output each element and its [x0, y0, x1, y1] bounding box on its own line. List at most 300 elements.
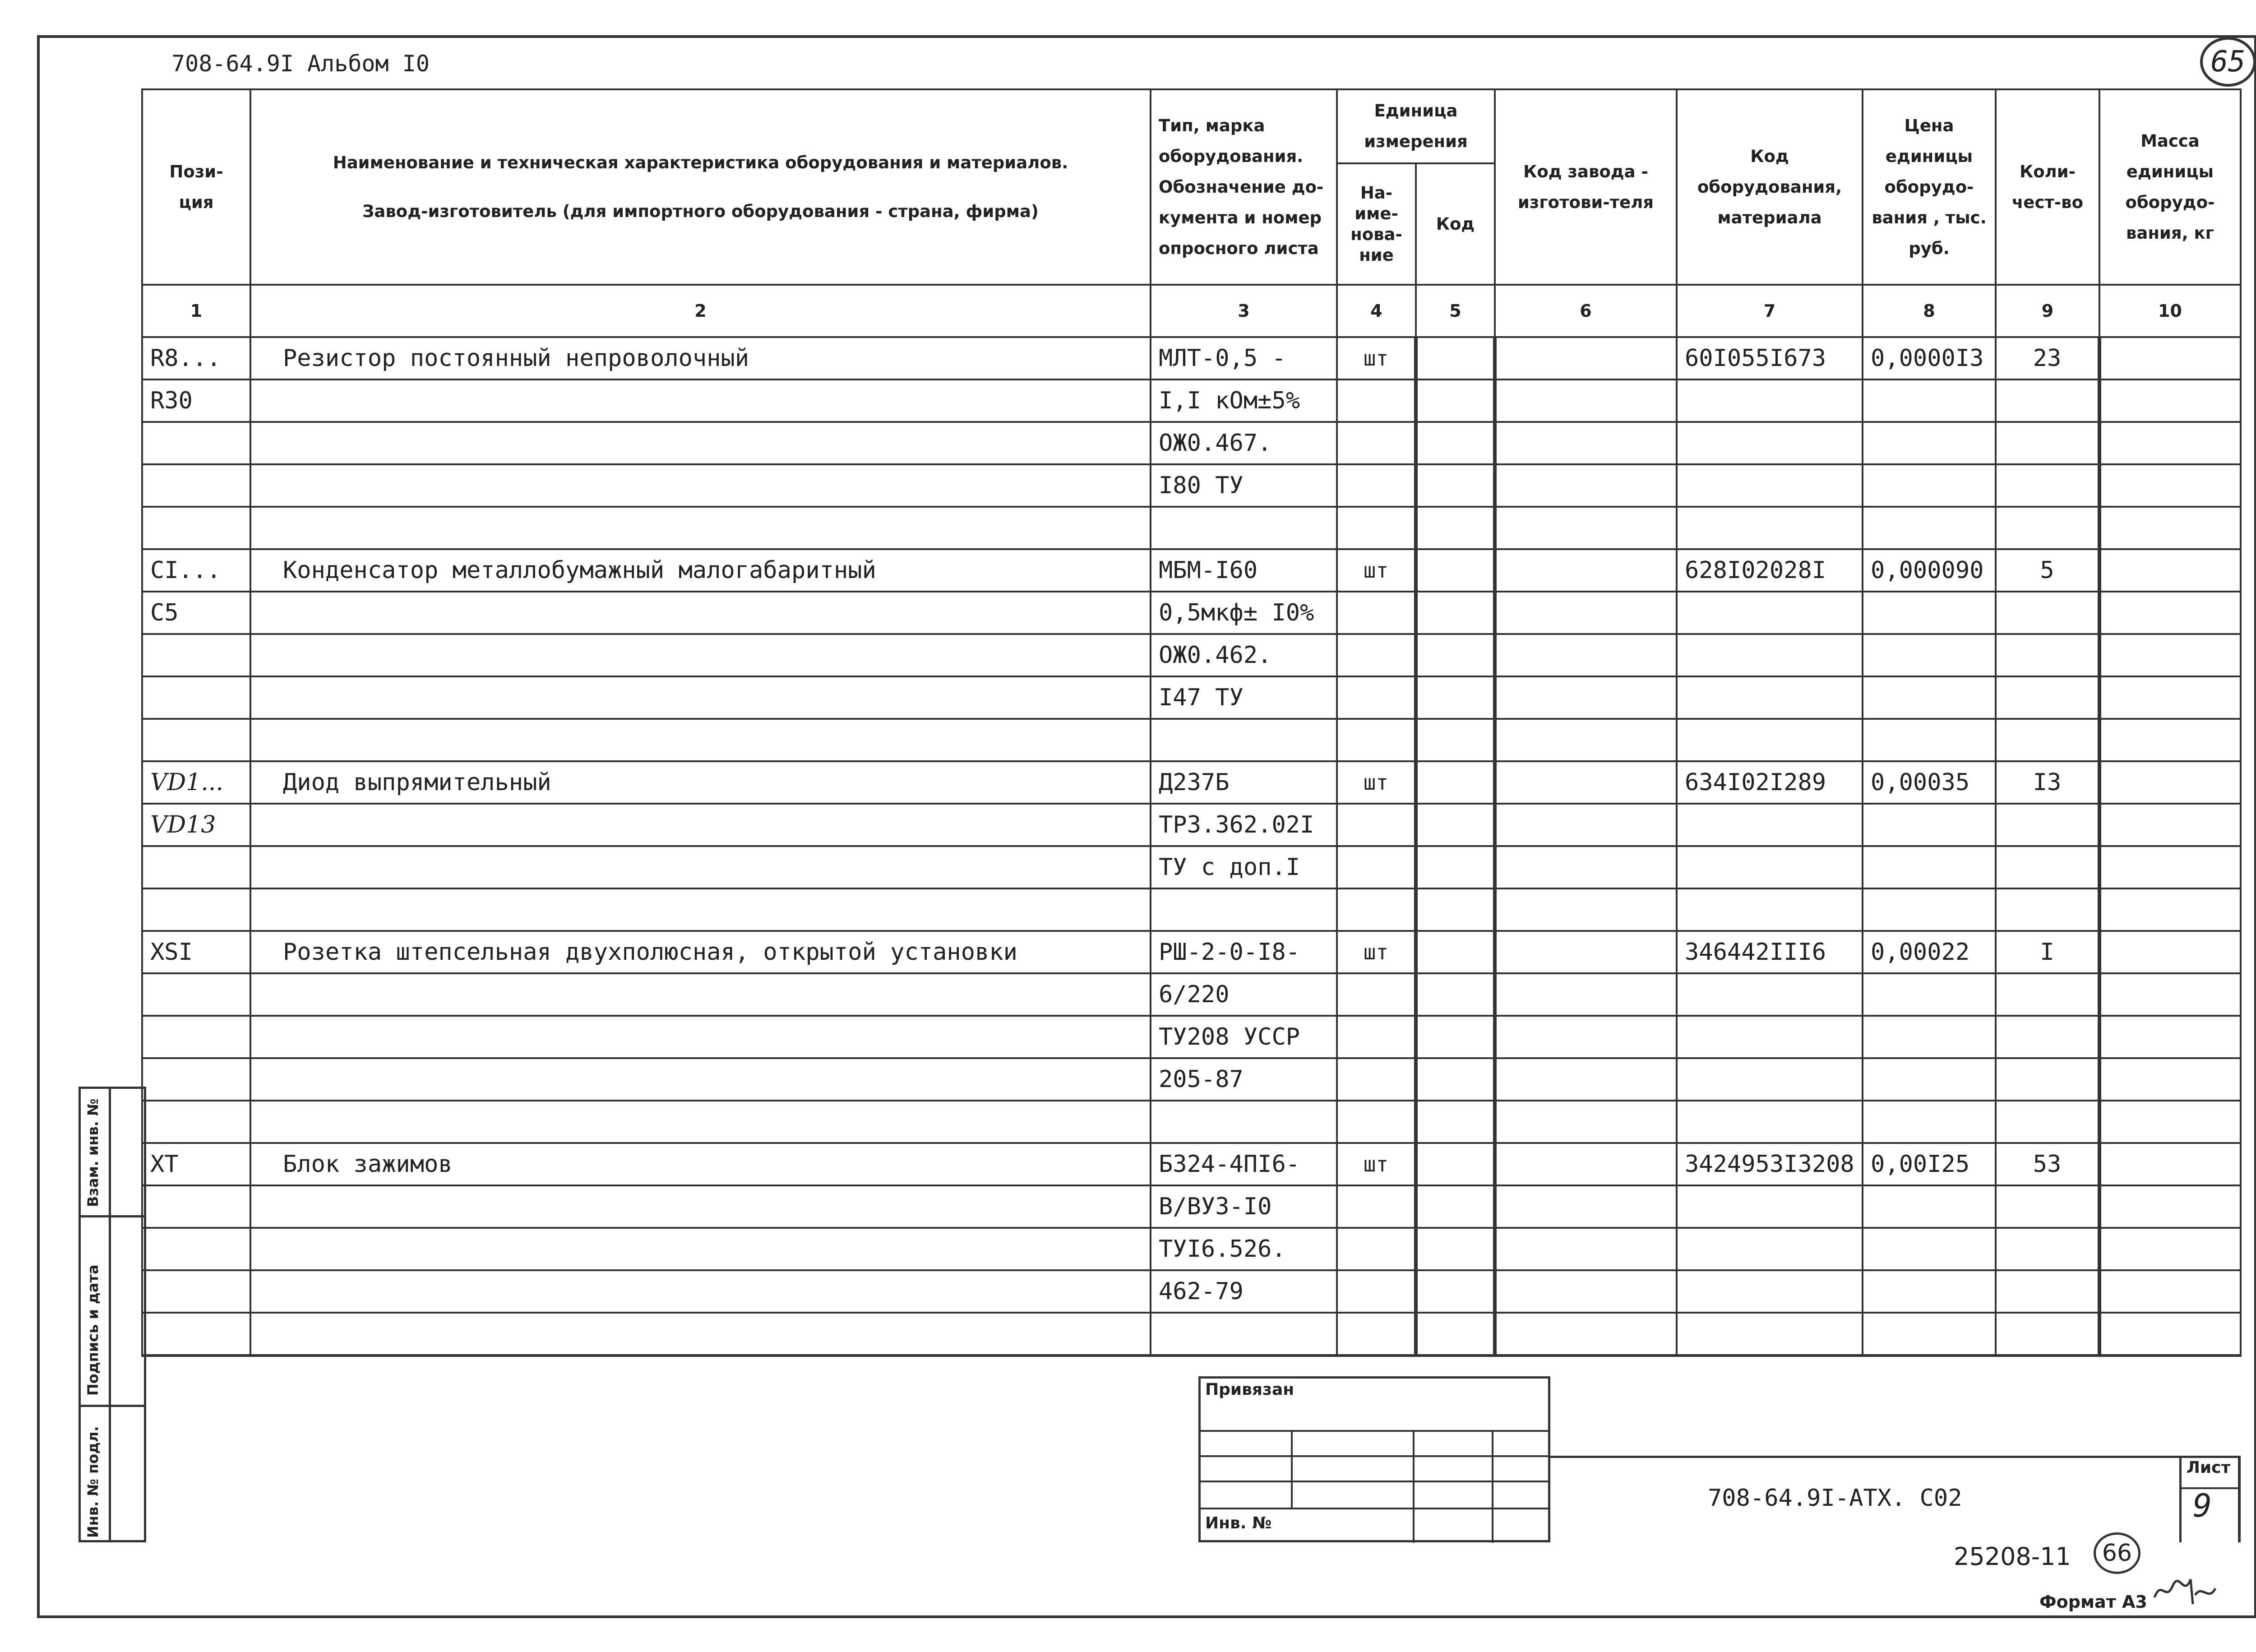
- row-type: МБМ-I60: [1151, 549, 1337, 592]
- column-number: 6: [1495, 285, 1677, 337]
- row-mass: [2099, 1016, 2241, 1058]
- row-name: Конденсатор металлобумажный малогабаритный: [250, 549, 1151, 592]
- row-equipment-code: [1677, 592, 1863, 634]
- row-unit-code: [1416, 761, 1495, 804]
- row-name: Резистор постоянный непроволочный: [250, 337, 1151, 379]
- header-unit: Единица измерения: [1337, 89, 1495, 163]
- row-unit-code: [1416, 422, 1495, 464]
- stamp-vline: [1492, 1430, 1493, 1543]
- row-unit: [1337, 634, 1416, 676]
- table-row: [142, 1270, 2241, 1313]
- row-price: [1863, 804, 1996, 846]
- row-position: [142, 846, 250, 888]
- table-row: [142, 507, 2241, 549]
- row-equipment-code: [1677, 719, 1863, 761]
- row-equipment-code: [1677, 1101, 1863, 1143]
- row-factory-code: [1495, 931, 1677, 973]
- row-type: Б324-4ПI6-: [1151, 1143, 1337, 1185]
- row-position: C5: [142, 592, 250, 634]
- stamp-inv-label: Инв. №: [1205, 1514, 1272, 1532]
- row-type: РШ-2-0-I8-: [1151, 931, 1337, 973]
- row-name: [250, 804, 1151, 846]
- row-position: CI...: [142, 549, 250, 592]
- row-quantity: 23: [1996, 337, 2099, 379]
- row-position: [142, 464, 250, 507]
- row-equipment-code: [1677, 634, 1863, 676]
- row-unit-code: [1416, 1270, 1495, 1313]
- table-row: [142, 761, 2241, 804]
- row-type: 462-79: [1151, 1270, 1337, 1313]
- row-type: 0,5мкф± I0%: [1151, 592, 1337, 634]
- row-price: [1863, 719, 1996, 761]
- row-price: [1863, 973, 1996, 1016]
- row-factory-code: [1495, 592, 1677, 634]
- side-stamp-original-inv: Инв. № подл.: [84, 1426, 102, 1538]
- row-quantity: [1996, 1185, 2099, 1228]
- row-position: [142, 1016, 250, 1058]
- row-position: XSI: [142, 931, 250, 973]
- row-name: [250, 379, 1151, 422]
- row-unit-code: [1416, 337, 1495, 379]
- stamp-linked-label: Привязан: [1205, 1380, 1294, 1399]
- row-type: [1151, 719, 1337, 761]
- row-price: 0,000090: [1863, 549, 1996, 592]
- linked-stamp: [1198, 1376, 1550, 1542]
- row-name: [250, 422, 1151, 464]
- row-mass: [2099, 337, 2241, 379]
- row-name: [250, 634, 1151, 676]
- row-price: [1863, 1016, 1996, 1058]
- row-factory-code: [1495, 1101, 1677, 1143]
- row-name: [250, 1270, 1151, 1313]
- row-position: VD1...: [142, 761, 250, 804]
- archive-circle-number: 66: [2094, 1532, 2140, 1574]
- stamp-line: [1201, 1508, 1548, 1509]
- table-row: [142, 464, 2241, 507]
- row-quantity: [1996, 1228, 2099, 1270]
- table-row: [142, 676, 2241, 719]
- header-unit-name: На-име-нова-ние: [1337, 163, 1416, 285]
- row-position: [142, 973, 250, 1016]
- row-unit-code: [1416, 719, 1495, 761]
- row-name: [250, 676, 1151, 719]
- row-equipment-code: [1677, 1270, 1863, 1313]
- row-type: 6/220: [1151, 973, 1337, 1016]
- row-unit-code: [1416, 888, 1495, 931]
- row-price: [1863, 846, 1996, 888]
- row-type: В/ВУ3-I0: [1151, 1185, 1337, 1228]
- row-position: [142, 634, 250, 676]
- row-price: 0,00I25: [1863, 1143, 1996, 1185]
- header-name-line2: Завод-изготовитель (для импортного оборудования - страна, фирма): [362, 201, 1039, 221]
- row-type: [1151, 1101, 1337, 1143]
- row-position: [142, 1313, 250, 1356]
- side-stamp-signature-date: Подпись и дата: [84, 1264, 102, 1396]
- side-stamp-line: [81, 1215, 144, 1217]
- row-unit-code: [1416, 1058, 1495, 1101]
- format-label: Формат А3: [2039, 1592, 2147, 1612]
- table-row: [142, 973, 2241, 1016]
- table-row: [142, 804, 2241, 846]
- row-mass: [2099, 931, 2241, 973]
- row-equipment-code: [1677, 846, 1863, 888]
- column-number: 3: [1151, 285, 1337, 337]
- row-equipment-code: [1677, 464, 1863, 507]
- row-unit-code: [1416, 634, 1495, 676]
- row-unit-code: [1416, 676, 1495, 719]
- table-row: [142, 379, 2241, 422]
- row-name: Диод выпрямительный: [250, 761, 1151, 804]
- row-factory-code: [1495, 888, 1677, 931]
- row-unit-code: [1416, 931, 1495, 973]
- row-unit: шт: [1337, 931, 1416, 973]
- side-stamp: [79, 1087, 146, 1542]
- row-quantity: I3: [1996, 761, 2099, 804]
- column-numbers-row: [142, 285, 2241, 337]
- row-unit-code: [1416, 464, 1495, 507]
- row-type: I80 ТУ: [1151, 464, 1337, 507]
- row-quantity: [1996, 1016, 2099, 1058]
- row-position: XT: [142, 1143, 250, 1185]
- row-mass: [2099, 1228, 2241, 1270]
- row-price: [1863, 592, 1996, 634]
- row-name: [250, 719, 1151, 761]
- column-number: 1: [142, 285, 250, 337]
- row-factory-code: [1495, 337, 1677, 379]
- row-unit-code: [1416, 1228, 1495, 1270]
- row-price: [1863, 676, 1996, 719]
- stamp-vline: [1413, 1430, 1415, 1543]
- row-unit: шт: [1337, 337, 1416, 379]
- row-unit-code: [1416, 507, 1495, 549]
- row-quantity: [1996, 973, 2099, 1016]
- row-equipment-code: 3424953I3208: [1677, 1143, 1863, 1185]
- row-position: R30: [142, 379, 250, 422]
- header-type: Тип, марка оборудования. Обозначение до-кумента и номер опросного листа: [1151, 89, 1337, 285]
- row-price: [1863, 1313, 1996, 1356]
- row-quantity: [1996, 1101, 2099, 1143]
- row-unit-code: [1416, 549, 1495, 592]
- row-price: [1863, 464, 1996, 507]
- table-row: [142, 1313, 2241, 1356]
- row-factory-code: [1495, 761, 1677, 804]
- stamp-line: [1201, 1430, 1548, 1432]
- row-factory-code: [1495, 507, 1677, 549]
- row-unit: [1337, 804, 1416, 846]
- row-unit: [1337, 973, 1416, 1016]
- row-unit: [1337, 422, 1416, 464]
- table-row: [142, 592, 2241, 634]
- row-type: ТУ с доп.I: [1151, 846, 1337, 888]
- row-unit: [1337, 1313, 1416, 1356]
- row-equipment-code: [1677, 1058, 1863, 1101]
- row-mass: [2099, 1143, 2241, 1185]
- row-unit-code: [1416, 379, 1495, 422]
- row-name: [250, 846, 1151, 888]
- row-position: R8...: [142, 337, 250, 379]
- row-factory-code: [1495, 422, 1677, 464]
- row-name: [250, 507, 1151, 549]
- header-position: Пози- ция: [142, 89, 250, 285]
- row-name: [250, 464, 1151, 507]
- row-mass: [2099, 549, 2241, 592]
- row-price: [1863, 888, 1996, 931]
- row-position: [142, 1270, 250, 1313]
- row-mass: [2099, 761, 2241, 804]
- title-block-doc-code: 708-64.9I-АТХ. С02: [1708, 1485, 1962, 1512]
- row-price: [1863, 1228, 1996, 1270]
- side-stamp-divider: [109, 1089, 111, 1540]
- row-equipment-code: [1677, 973, 1863, 1016]
- row-unit: [1337, 507, 1416, 549]
- row-equipment-code: 346442III6: [1677, 931, 1863, 973]
- table-row: [142, 1143, 2241, 1185]
- row-type: I,I кОм±5%: [1151, 379, 1337, 422]
- row-name: [250, 1228, 1151, 1270]
- column-number: 9: [1996, 285, 2099, 337]
- row-unit-code: [1416, 846, 1495, 888]
- row-position: [142, 1058, 250, 1101]
- row-equipment-code: 628I02028I: [1677, 549, 1863, 592]
- table-row: [142, 846, 2241, 888]
- row-mass: [2099, 719, 2241, 761]
- row-mass: [2099, 379, 2241, 422]
- signature-mark: [2152, 1570, 2220, 1611]
- row-factory-code: [1495, 1228, 1677, 1270]
- row-equipment-code: [1677, 1185, 1863, 1228]
- row-unit: [1337, 676, 1416, 719]
- table-row: [142, 1101, 2241, 1143]
- row-name: Блок зажимов: [250, 1143, 1151, 1185]
- row-quantity: [1996, 1313, 2099, 1356]
- row-price: [1863, 379, 1996, 422]
- document-id: 708-64.9I Альбом I0: [171, 51, 430, 77]
- row-position: [142, 422, 250, 464]
- row-price: [1863, 1101, 1996, 1143]
- row-quantity: [1996, 1058, 2099, 1101]
- row-quantity: [1996, 804, 2099, 846]
- sheet-label: Лист: [2187, 1458, 2231, 1477]
- sheet-number: 9: [2193, 1487, 2212, 1524]
- specification-table: [141, 88, 2242, 1357]
- row-mass: [2099, 1101, 2241, 1143]
- row-position: VD13: [142, 804, 250, 846]
- row-mass: [2099, 634, 2241, 676]
- table-row: [142, 422, 2241, 464]
- side-stamp-line: [81, 1405, 144, 1407]
- row-factory-code: [1495, 719, 1677, 761]
- row-equipment-code: [1677, 1228, 1863, 1270]
- stamp-line: [1201, 1481, 1548, 1482]
- stamp-line: [1201, 1455, 1548, 1457]
- table-row: [142, 719, 2241, 761]
- row-type: [1151, 507, 1337, 549]
- row-unit-code: [1416, 973, 1495, 1016]
- row-mass: [2099, 507, 2241, 549]
- row-type: Д237Б: [1151, 761, 1337, 804]
- row-type: [1151, 1313, 1337, 1356]
- table-row: [142, 1228, 2241, 1270]
- row-unit-code: [1416, 804, 1495, 846]
- column-number: 5: [1416, 285, 1495, 337]
- row-unit: [1337, 464, 1416, 507]
- row-price: [1863, 1058, 1996, 1101]
- column-number: 8: [1863, 285, 1996, 337]
- table-row: [142, 1016, 2241, 1058]
- row-quantity: [1996, 846, 2099, 888]
- row-quantity: [1996, 634, 2099, 676]
- table-row: [142, 634, 2241, 676]
- row-factory-code: [1495, 1016, 1677, 1058]
- row-name: [250, 592, 1151, 634]
- row-quantity: 53: [1996, 1143, 2099, 1185]
- side-stamp-replaced-inv: Взам. инв. №: [84, 1098, 102, 1207]
- row-type: ТУ208 УССР: [1151, 1016, 1337, 1058]
- column-number: 4: [1337, 285, 1416, 337]
- row-type: ТР3.362.02I: [1151, 804, 1337, 846]
- row-unit-code: [1416, 1016, 1495, 1058]
- row-quantity: 5: [1996, 549, 2099, 592]
- row-equipment-code: [1677, 422, 1863, 464]
- row-price: [1863, 507, 1996, 549]
- row-position: [142, 1185, 250, 1228]
- row-factory-code: [1495, 846, 1677, 888]
- row-unit: [1337, 1101, 1416, 1143]
- row-position: [142, 507, 250, 549]
- column-number: 10: [2099, 285, 2241, 337]
- table-row: [142, 337, 2241, 379]
- row-type: I47 ТУ: [1151, 676, 1337, 719]
- header-price: Цена единицы оборудо-вания , тыс. руб.: [1863, 89, 1996, 285]
- row-unit-code: [1416, 1185, 1495, 1228]
- row-equipment-code: 634I02I289: [1677, 761, 1863, 804]
- row-mass: [2099, 973, 2241, 1016]
- row-unit: шт: [1337, 761, 1416, 804]
- row-quantity: [1996, 422, 2099, 464]
- row-type: ТУI6.526.: [1151, 1228, 1337, 1270]
- row-factory-code: [1495, 1143, 1677, 1185]
- row-position: [142, 888, 250, 931]
- row-position: [142, 1101, 250, 1143]
- row-quantity: I: [1996, 931, 2099, 973]
- row-price: 0,00022: [1863, 931, 1996, 973]
- row-name: [250, 1101, 1151, 1143]
- row-factory-code: [1495, 1058, 1677, 1101]
- row-quantity: [1996, 379, 2099, 422]
- row-factory-code: [1495, 549, 1677, 592]
- row-name: [250, 973, 1151, 1016]
- row-quantity: [1996, 507, 2099, 549]
- row-quantity: [1996, 1270, 2099, 1313]
- row-factory-code: [1495, 1270, 1677, 1313]
- header-name: [250, 89, 1151, 285]
- row-unit: [1337, 1228, 1416, 1270]
- header-unit-code: Код: [1416, 163, 1495, 285]
- row-price: 0,0000I3: [1863, 337, 1996, 379]
- row-unit-code: [1416, 1101, 1495, 1143]
- row-quantity: [1996, 719, 2099, 761]
- row-equipment-code: [1677, 676, 1863, 719]
- row-unit: [1337, 888, 1416, 931]
- row-position: [142, 676, 250, 719]
- row-unit: [1337, 592, 1416, 634]
- row-equipment-code: 60I055I673: [1677, 337, 1863, 379]
- row-quantity: [1996, 592, 2099, 634]
- row-mass: [2099, 1058, 2241, 1101]
- row-type: [1151, 888, 1337, 931]
- header-name-line1: Наименование и техническая характеристика оборудования и материалов.: [333, 153, 1068, 172]
- sheet-circle-number: 65: [2200, 37, 2256, 87]
- row-mass: [2099, 804, 2241, 846]
- row-mass: [2099, 888, 2241, 931]
- row-factory-code: [1495, 804, 1677, 846]
- row-equipment-code: [1677, 888, 1863, 931]
- row-position: [142, 719, 250, 761]
- row-unit: [1337, 1270, 1416, 1313]
- row-name: [250, 1016, 1151, 1058]
- row-price: 0,00035: [1863, 761, 1996, 804]
- row-factory-code: [1495, 676, 1677, 719]
- row-unit-code: [1416, 1313, 1495, 1356]
- table-row: [142, 1185, 2241, 1228]
- row-quantity: [1996, 888, 2099, 931]
- table-row: [142, 931, 2241, 973]
- row-name: [250, 1185, 1151, 1228]
- header-factory-code: Код завода - изготови-теля: [1495, 89, 1677, 285]
- row-unit: [1337, 379, 1416, 422]
- row-mass: [2099, 1270, 2241, 1313]
- row-name: [250, 1058, 1151, 1101]
- row-type: МЛТ-0,5 -: [1151, 337, 1337, 379]
- row-factory-code: [1495, 1313, 1677, 1356]
- row-unit-code: [1416, 592, 1495, 634]
- archive-number: 25208-11: [1954, 1542, 2071, 1571]
- column-number: 7: [1677, 285, 1863, 337]
- row-unit: [1337, 1058, 1416, 1101]
- table-row: [142, 549, 2241, 592]
- row-mass: [2099, 846, 2241, 888]
- row-equipment-code: [1677, 1016, 1863, 1058]
- row-unit: шт: [1337, 1143, 1416, 1185]
- row-name: Розетка штепсельная двухполюсная, открытой установки: [250, 931, 1151, 973]
- row-equipment-code: [1677, 804, 1863, 846]
- table-row: [142, 1058, 2241, 1101]
- row-mass: [2099, 592, 2241, 634]
- row-mass: [2099, 1313, 2241, 1356]
- row-price: [1863, 422, 1996, 464]
- row-name: [250, 888, 1151, 931]
- row-name: [250, 1313, 1151, 1356]
- row-mass: [2099, 464, 2241, 507]
- row-mass: [2099, 676, 2241, 719]
- header-quantity: Коли-чест-во: [1996, 89, 2099, 285]
- row-price: [1863, 1185, 1996, 1228]
- row-unit-code: [1416, 1143, 1495, 1185]
- row-equipment-code: [1677, 379, 1863, 422]
- row-factory-code: [1495, 464, 1677, 507]
- row-unit: [1337, 1185, 1416, 1228]
- row-type: ОЖ0.462.: [1151, 634, 1337, 676]
- row-unit: шт: [1337, 549, 1416, 592]
- row-equipment-code: [1677, 507, 1863, 549]
- row-mass: [2099, 1185, 2241, 1228]
- row-price: [1863, 634, 1996, 676]
- header-equipment-code: Код оборудования, материала: [1677, 89, 1863, 285]
- row-equipment-code: [1677, 1313, 1863, 1356]
- column-number: 2: [250, 285, 1151, 337]
- row-factory-code: [1495, 1185, 1677, 1228]
- row-quantity: [1996, 676, 2099, 719]
